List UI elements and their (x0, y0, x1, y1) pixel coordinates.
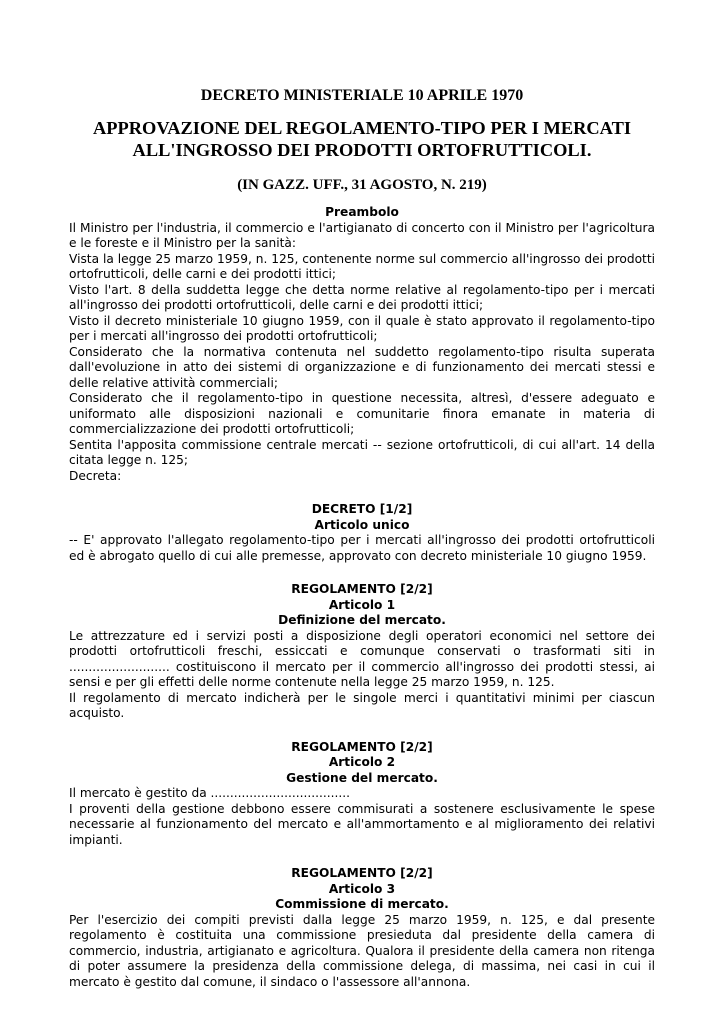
article-paragraph: Il mercato è gestito da .................................... (69, 786, 351, 800)
article-heading: Definizione del mercato. (278, 613, 446, 627)
article-number: Articolo 1 (328, 597, 396, 612)
regolamento-title: REGOLAMENTO [2/2] (291, 582, 433, 596)
decree-title: DECRETO MINISTERIALE 10 APRILE 1970 (200, 87, 524, 104)
gazette-reference: (IN GAZZ. UFF., 31 AGOSTO, N. 219) (237, 177, 487, 193)
preambolo-section (69, 205, 655, 484)
preambolo-title: Preambolo (325, 205, 399, 219)
articolo-2-section (69, 740, 655, 849)
document-page (69, 86, 655, 990)
preambolo-paragraph: Decreta: (69, 468, 122, 483)
preambolo-paragraph: Considerato che il regolamento-tipo in questione necessita, altresì, d'essere adeguato e uniformato alle disposizioni nazionali e comunitarie finora emanate in materia di commercializzazione dei prodotti ortofrutticoli; (69, 391, 655, 436)
article-paragraph: Per l'esercizio dei compiti previsti dalla legge 25 marzo 1959, n. 125, e dal presente regolamento è costituita una commissione presieduta dal presidente della camera di commercio, industria, artigianato e agricoltura. Qualora il presidente della camera non ritenga di poter assumere la presidenza della commissione delega, di massima, nei casi in cui il mercato è gestito dal comune, il sindaco o l'assessore all'annona. (69, 912, 655, 989)
article-paragraph: Il regolamento di mercato indicherà per le singole merci i quantitativi minimi per ciascun acquisto. (69, 690, 655, 720)
decreto-paragraph: -- E' approvato l'allegato regolamento-tipo per i mercati all'ingrosso dei prodotti ortofrutticoli ed è abrogato quello di cui alle premesse, approvato con decreto ministeriale 10 giugno 1959. (69, 533, 655, 563)
article-number: Articolo 3 (328, 881, 396, 896)
article-paragraph: I proventi della gestione debbono essere commisurati a sostenere esclusivamente le spese necessarie al funzionamento del mercato e all'ammortamento e al miglioramento dei relativi impianti. (69, 801, 655, 847)
regolamento-title: REGOLAMENTO [2/2] (291, 739, 433, 754)
preambolo-paragraph: Sentita l'apposita commissione centrale mercati -- sezione ortofrutticoli, di cui all'art. 14 della citata legge n. 125; (69, 437, 655, 467)
regolamento-title: REGOLAMENTO [2/2] (291, 866, 433, 880)
article-paragraph: Le attrezzature ed i servizi posti a disposizione degli operatori economici nel settore dei prodotti ortofrutticoli freschi, essiccati e comunque conservati o trasformati siti in .......................... costituiscono il mercato per il commercio all'ingrosso dei prodotti stessi, ai sensi e per gli effetti delle norme contenute nella legge 25 marzo 1959, n. 125. (69, 628, 655, 689)
article-heading: Gestione del mercato. (286, 770, 438, 785)
articolo-1-section (69, 582, 655, 722)
subject-title-line-1: APPROVAZIONE DEL REGOLAMENTO-TIPO PER I MERCATI (93, 118, 631, 138)
preambolo-paragraph: Vista la legge 25 marzo 1959, n. 125, contenente norme sul commercio all'ingrosso dei prodotti ortofrutticoli, delle carni e dei prodotti ittici; (69, 251, 655, 281)
preambolo-paragraph: Il Ministro per l'industria, il commercio e l'artigianato di concerto con il Ministro per l'agricoltura e le foreste e il Ministro per la sanità: (69, 220, 655, 250)
preambolo-paragraph: Considerato che la normativa contenuta nel suddetto regolamento-tipo risulta superata dall'evoluzione in atto dei sistemi di organizzazione e di funzionamento dei mercati stessi e delle relative attività commerciali; (69, 344, 655, 390)
article-number: Articolo 2 (328, 755, 396, 769)
decreto-section (69, 502, 655, 564)
articolo-3-section (69, 866, 655, 990)
article-heading: Commissione di mercato. (275, 897, 449, 911)
preambolo-paragraph: Visto il decreto ministeriale 10 giugno 1959, con il quale è stato approvato il regolamento-tipo per i mercati all'ingrosso dei prodotti ortofrutticoli; (69, 313, 655, 343)
decreto-article-label: Articolo unico (314, 517, 410, 532)
subject-title-line-2: ALL'INGROSSO DEI PRODOTTI ORTOFRUTTICOLI. (132, 139, 592, 160)
decreto-title: DECRETO [1/2] (311, 502, 413, 516)
preambolo-paragraph: Visto l'art. 8 della suddetta legge che detta norme relative al regolamento-tipo per i mercati all'ingrosso dei prodotti ortofrutticoli, delle carni e dei prodotti ittici; (69, 282, 655, 312)
